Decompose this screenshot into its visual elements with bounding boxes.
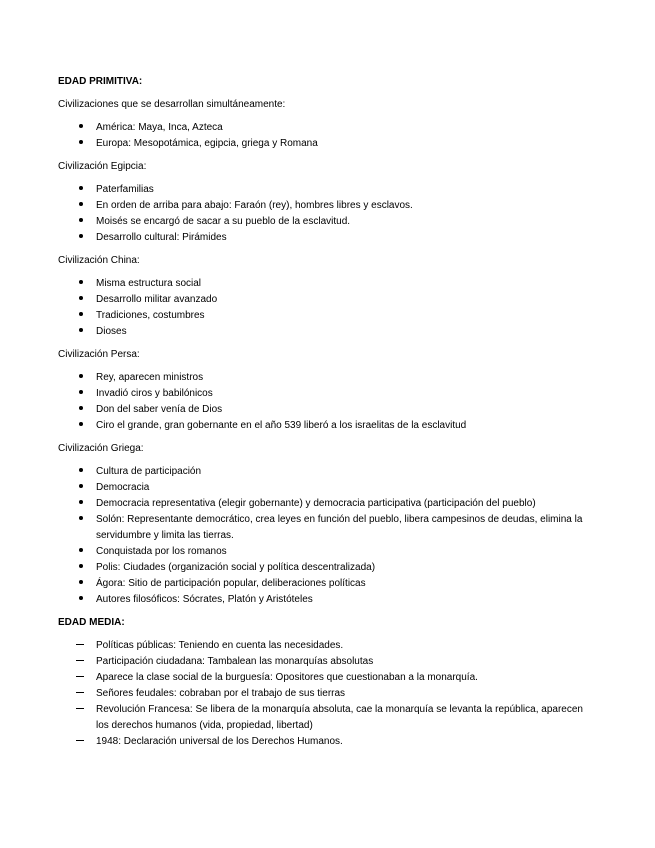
- list-item: [58, 576, 598, 592]
- list-item-text: Ágora: Sitio de participación popular, deliberaciones políticas: [96, 578, 366, 589]
- list-item: [58, 464, 598, 480]
- list-item-text: Europa: Mesopotámica, egipcia, griega y Romana: [96, 138, 318, 149]
- list-item: [58, 230, 598, 246]
- list-item: [58, 418, 598, 434]
- bullet-icon: [76, 198, 86, 214]
- list-item: [58, 120, 598, 136]
- block-title-egipcia: Civilización Egipcia:: [58, 161, 147, 172]
- list-item-text: Políticas públicas: Teniendo en cuenta las necesidades.: [96, 640, 344, 651]
- list-item-text: América: Maya, Inca, Azteca: [96, 122, 223, 133]
- list-item: [58, 276, 598, 292]
- block-title-griega: Civilización Griega:: [58, 443, 144, 454]
- list-item-text: Invadió ciros y babilónicos: [96, 388, 213, 399]
- list-item-text: Autores filosóficos: Sócrates, Platón y Aristóteles: [96, 594, 313, 605]
- list-china: [58, 276, 598, 340]
- list-item: [58, 560, 598, 576]
- list-item-text: Conquistada por los romanos: [96, 546, 227, 557]
- list-item: [58, 370, 598, 386]
- bullet-icon: [76, 480, 86, 496]
- list-item-text: Don del saber venía de Dios: [96, 404, 223, 415]
- list-item-text: Polis: Ciudades (organización social y política descentralizada): [96, 562, 376, 573]
- list-item-text: Participación ciudadana: Tambalean las monarquías absolutas: [96, 656, 374, 667]
- list-item-text: Desarrollo cultural: Pirámides: [96, 232, 227, 243]
- list-item: [58, 198, 598, 214]
- bullet-icon: [76, 386, 86, 402]
- dash-icon: [74, 686, 86, 702]
- list-persa: [58, 370, 598, 434]
- list-item-text: Rey, aparecen ministros: [96, 372, 204, 383]
- bullet-icon: [76, 496, 86, 512]
- list-item: [58, 402, 598, 418]
- list-item: [58, 654, 598, 670]
- list-item-text: Ciro el grande, gran gobernante en el año 539 liberó a los israelitas de la esclavitud: [96, 420, 467, 431]
- dash-icon: [74, 654, 86, 670]
- dash-icon: [74, 638, 86, 654]
- dash-icon: [74, 670, 86, 686]
- bullet-icon: [76, 512, 86, 528]
- list-item: [58, 214, 598, 230]
- list-item-text: Tradiciones, costumbres: [96, 310, 205, 321]
- list-item: [58, 182, 598, 198]
- list-egipcia: [58, 182, 598, 246]
- list-item-text: Misma estructura social: [96, 278, 202, 289]
- list-item: [58, 136, 598, 152]
- list-item-text: Revolución Francesa: Se libera de la monarquía absoluta, cae la monarquía se levanta la república, aparecen los derechos humanos (vida, propiedad, libertad): [96, 704, 583, 731]
- dash-icon: [74, 734, 86, 750]
- list-item-text: Moisés se encargó de sacar a su pueblo de la esclavitud.: [96, 216, 351, 227]
- list-item-text: Democracia representativa (elegir gobernante) y democracia participativa (participación del pueblo): [96, 498, 536, 509]
- list-item: [58, 592, 598, 608]
- list-item-text: Aparece la clase social de la burguesía: Opositores que cuestionaban a la monarquía.: [96, 672, 478, 683]
- list-item: [58, 496, 598, 512]
- list-item-text: En orden de arriba para abajo: Faraón (rey), hombres libres y esclavos.: [96, 200, 413, 211]
- list-item: [58, 544, 598, 560]
- list-item: [58, 734, 598, 750]
- list-griega: [58, 464, 598, 608]
- bullet-icon: [76, 370, 86, 386]
- list-item-text: Paterfamilias: [96, 184, 154, 195]
- list-item-text: Solón: Representante democrático, crea leyes en función del pueblo, libera campesinos de deudas, elimina la servidumbre y limita las tierras.: [96, 514, 583, 541]
- bullet-icon: [76, 418, 86, 434]
- bullet-icon: [76, 136, 86, 152]
- bullet-icon: [76, 464, 86, 480]
- section-heading-edad-primitiva: EDAD PRIMITIVA:: [58, 76, 143, 87]
- list-item-text: Cultura de participación: [96, 466, 202, 477]
- bullet-icon: [76, 560, 86, 576]
- list-item: [58, 670, 598, 686]
- list-item-text: Democracia: [96, 482, 150, 493]
- section-heading-edad-media: EDAD MEDIA:: [58, 617, 125, 628]
- list-edad-media: [58, 638, 598, 750]
- bullet-icon: [76, 324, 86, 340]
- block-title-civilizaciones: Civilizaciones que se desarrollan simultáneamente:: [58, 99, 286, 110]
- list-item-text: 1948: Declaración universal de los Derechos Humanos.: [96, 736, 343, 747]
- list-item-text: Señores feudales: cobraban por el trabajo de sus tierras: [96, 688, 346, 699]
- bullet-icon: [76, 402, 86, 418]
- bullet-icon: [76, 230, 86, 246]
- list-item: [58, 308, 598, 324]
- list-item: [58, 686, 598, 702]
- block-title-persa: Civilización Persa:: [58, 349, 140, 360]
- list-item-text: Desarrollo militar avanzado: [96, 294, 218, 305]
- bullet-icon: [76, 120, 86, 136]
- list-item: [58, 702, 598, 734]
- bullet-icon: [76, 308, 86, 324]
- document-page: [58, 74, 598, 757]
- list-item-text: Dioses: [96, 326, 127, 337]
- list-item: [58, 292, 598, 308]
- block-title-china: Civilización China:: [58, 255, 140, 266]
- list-item: [58, 386, 598, 402]
- bullet-icon: [76, 576, 86, 592]
- list-item: [58, 638, 598, 654]
- bullet-icon: [76, 292, 86, 308]
- list-item: [58, 512, 598, 544]
- list-civilizaciones: [58, 120, 598, 152]
- bullet-icon: [76, 214, 86, 230]
- bullet-icon: [76, 276, 86, 292]
- bullet-icon: [76, 182, 86, 198]
- list-item: [58, 480, 598, 496]
- bullet-icon: [76, 592, 86, 608]
- dash-icon: [74, 702, 86, 718]
- list-item: [58, 324, 598, 340]
- bullet-icon: [76, 544, 86, 560]
